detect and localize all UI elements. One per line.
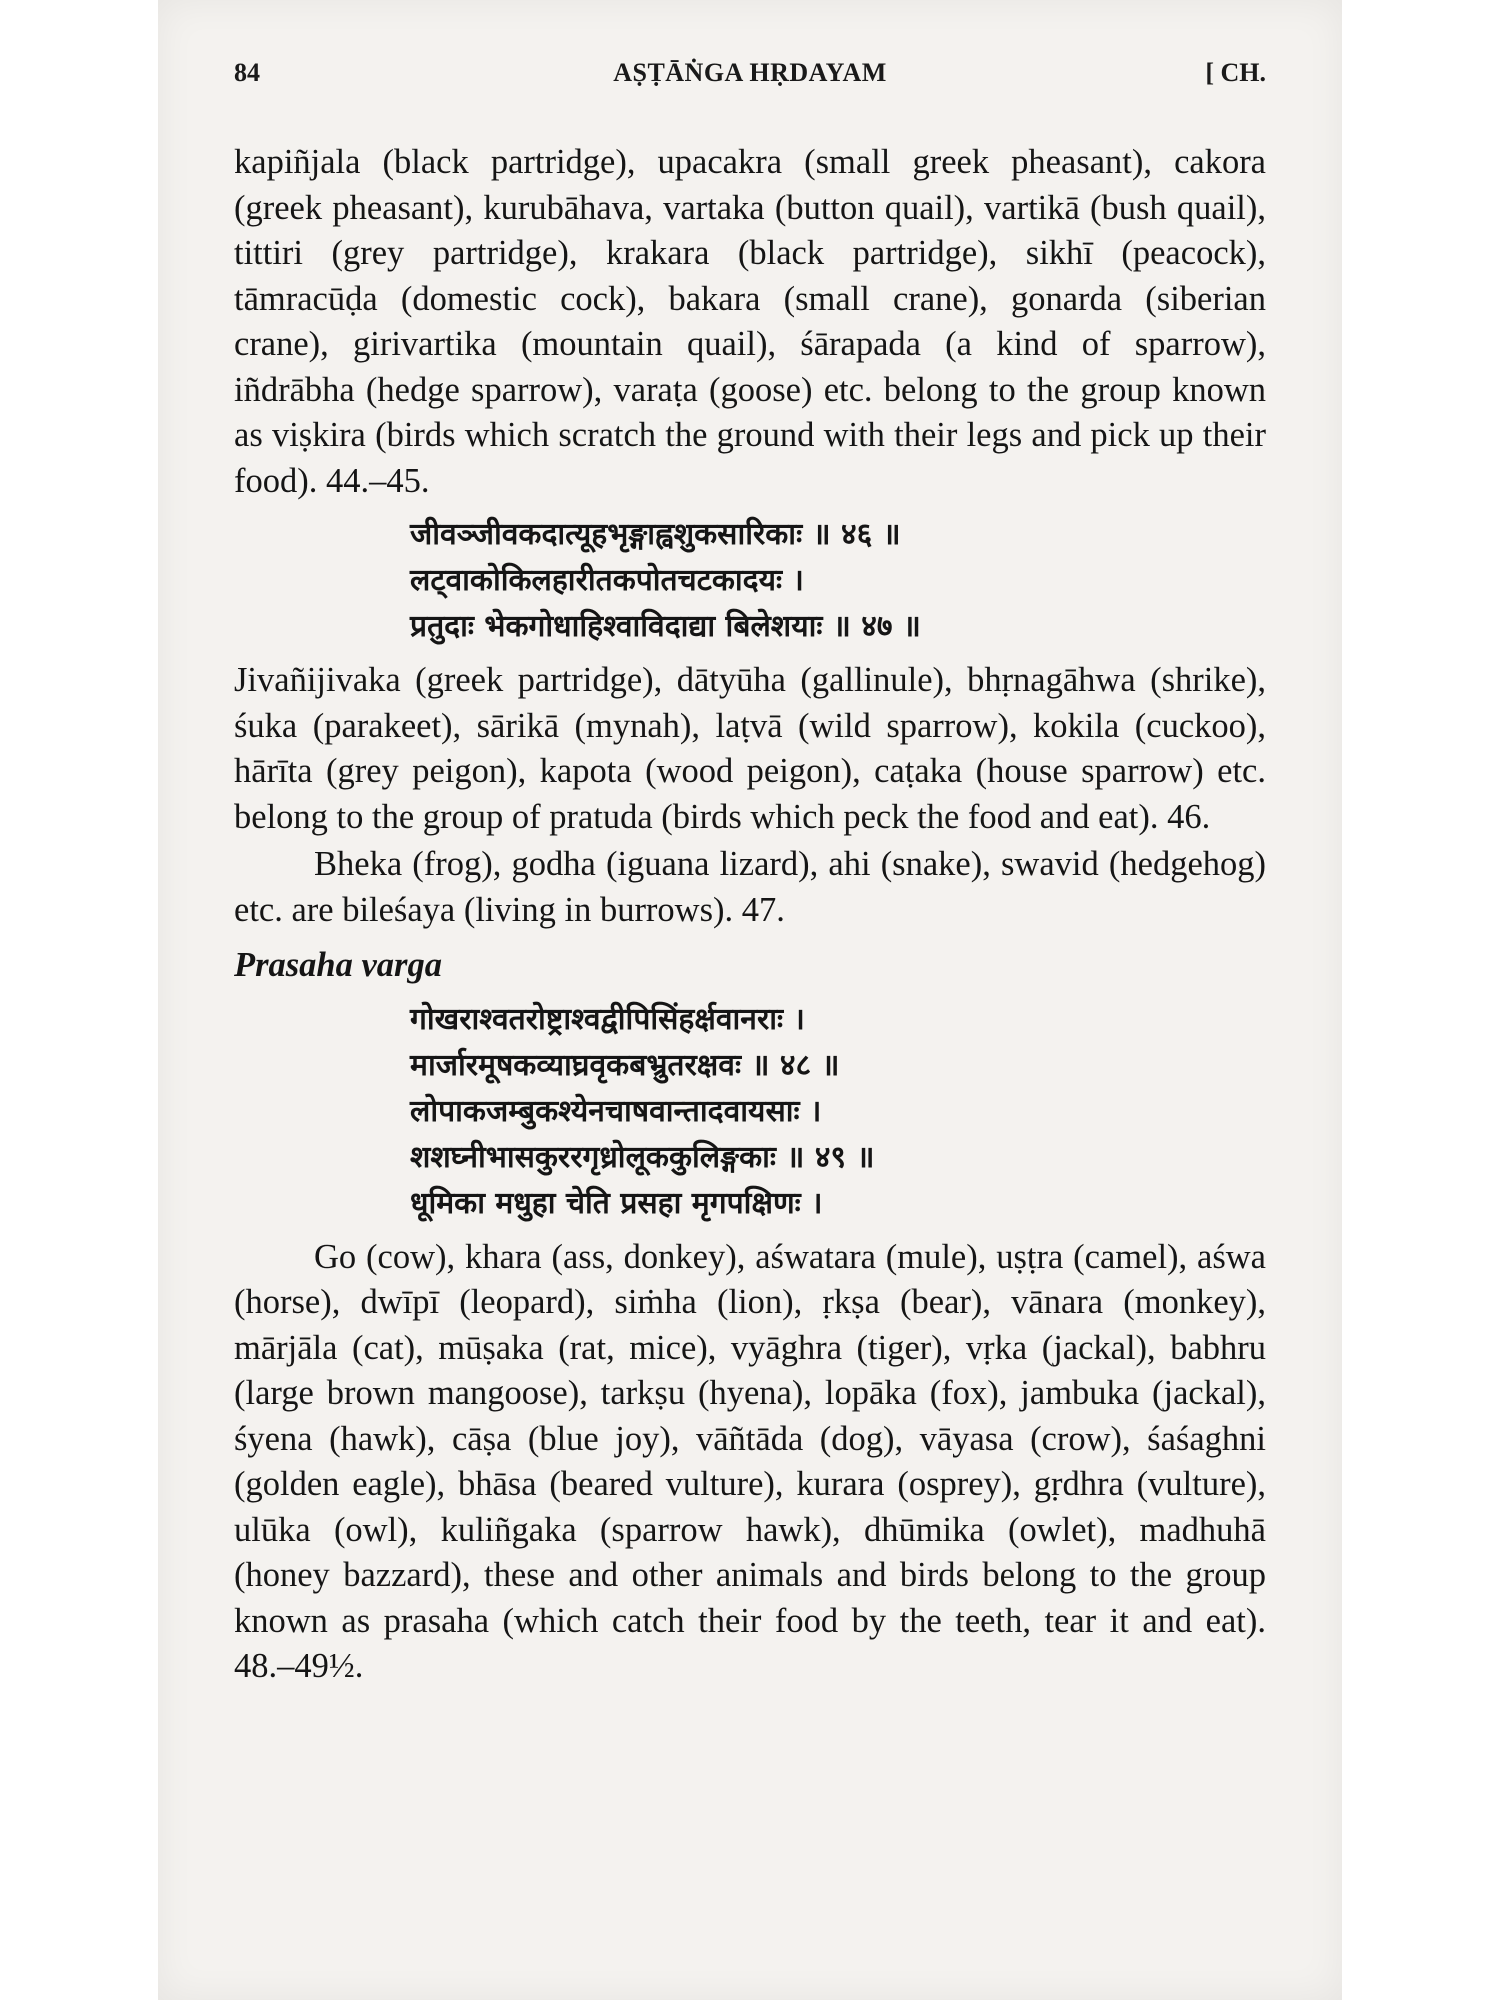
verse-line: गोखराश्वतरोष्ट्राश्वद्वीपिसिंहर्क्षवानराः । [410, 1001, 805, 1037]
paragraph-viskira: kapiñjala (black partridge), upacakra (small greek pheasant), cakora (greek pheasant), kurubāhava, vartaka (button quail), vartikā (bush quail), tittiri (grey partridge), krakara (black partridge), sikhī (peacock), tāmracūḍa (domestic cock), bakara (small crane), gonarda (siberian crane), girivartika (mountain quail), śārapada (a kind of sparrow), iñdrābha (hedge sparrow), varaṭa (goose) etc. belong to the group known as viṣkira (birds which scratch the ground with their legs and pick up their food). 44.–45. [234, 143, 1266, 500]
verse-line: लट्वाकोकिलहारीतकपोतचटकादयः । [410, 563, 804, 598]
verse-line: शशघ्नीभासकुररगृध्रोलूककुलिङ्गकाः ॥ ४९ ॥ [410, 1139, 875, 1175]
verse-line: धूमिका मधुहा चेति प्रसहा मृगपक्षिणः । [410, 1185, 823, 1221]
page-body [234, 140, 1266, 1690]
chapter-marker: [ CH. [1205, 58, 1266, 87]
paragraph-pratuda: Jivañijivaka (greek partridge), dātyūha (gallinule), bhṛnagāhwa (shrike), śuka (parakeet), sārikā (mynah), laṭvā (wild sparrow), kokila (cuckoo), hārīta (grey peigon), kapota (wood peigon), caṭaka (house sparrow) etc. belong to the group of pratuda (birds which peck the food and eat). 46. [234, 661, 1266, 836]
section-heading: Prasaha varga [234, 946, 442, 984]
verse-line: प्रतुदाः भेकगोधाहिश्वाविदाद्या बिलेशयाः ॥ ४७ ॥ [410, 609, 921, 644]
page-number: 84 [234, 58, 260, 87]
sanskrit-verse-46-47 [410, 512, 1266, 650]
verse-line: मार्जारमूषकव्याघ्रवृकबभ्रुतरक्षवः ॥ ४८ ॥ [410, 1047, 840, 1083]
paragraph-bilesaya: Bheka (frog), godha (iguana lizard), ahi (snake), swavid (hedgehog) etc. are bileśaya (living in burrows). 47. [234, 845, 1266, 929]
verse-line: लोपाकजम्बुकश्येनचाषवान्तादवायसाः । [410, 1093, 822, 1129]
running-header [234, 58, 1266, 98]
sanskrit-verse-48-49 [410, 997, 1266, 1227]
paragraph-prasaha: Go (cow), khara (ass, donkey), aśwatara (mule), uṣṭra (camel), aśwa (horse), dwīpī (leopard), siṁha (lion), ṛkṣa (bear), vānara (monkey), mārjāla (cat), mūṣaka (rat, mice), vyāghra (tiger), vṛka (jackal), babhru (large brown mangoose), tarkṣu (hyena), lopāka (fox), jambuka (jackal), śyena (hawk), cāṣa (blue joy), vāñtāda (dog), vāyasa (crow), śaśaghni (golden eagle), bhāsa (beared vulture), kurara (osprey), gṛdhra (vulture), ulūka (owl), kuliñgaka (sparrow hawk), dhūmika (owlet), madhuhā (honey bazzard), these and other animals and birds belong to the group known as prasaha (which catch their food by the teeth, tear it and eat). 48.–49½. [234, 1237, 1266, 1685]
book-title: AṢṬĀṄGA HṚDAYAM [613, 58, 887, 87]
verse-line: जीवञ्जीवकदात्यूहभृङ्गाह्वशुकसारिकाः ॥ ४६ ॥ [410, 517, 901, 552]
